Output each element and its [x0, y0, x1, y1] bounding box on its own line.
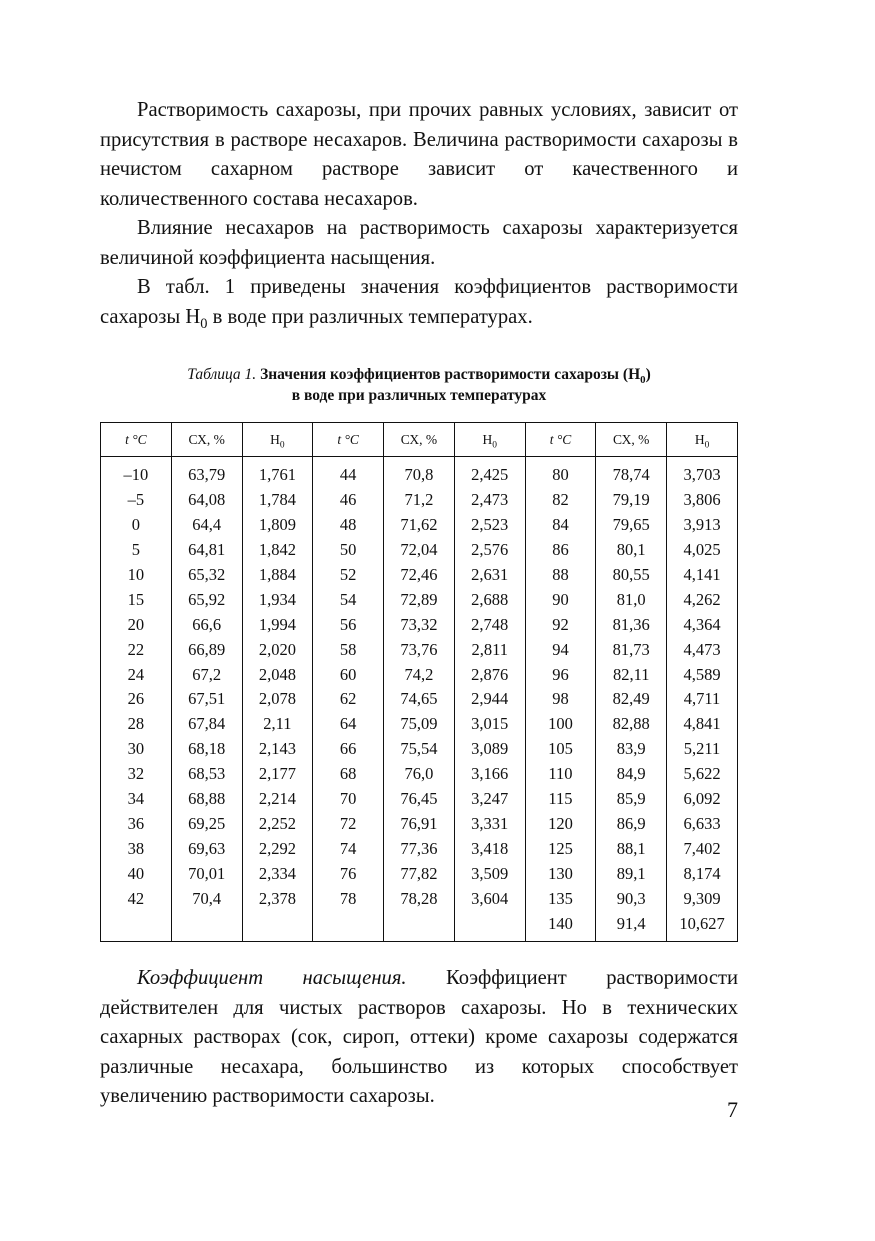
table-cell-t: 64: [313, 712, 384, 737]
table-row: [101, 538, 738, 563]
table-cell-t: 38: [101, 836, 172, 861]
table-cell-h: 3,166: [454, 762, 525, 787]
table-cell-cx: 67,51: [171, 687, 242, 712]
table-cell-h: 2,631: [454, 563, 525, 588]
table-cell-t: 36: [101, 811, 172, 836]
table-cell-h: 3,089: [454, 737, 525, 762]
table-cell-cx: 77,82: [384, 861, 455, 886]
table-cell-t: 66: [313, 737, 384, 762]
table-cell-cx: 73,32: [384, 612, 455, 637]
table-row: [101, 662, 738, 687]
table-cell-h: 1,761: [242, 457, 313, 488]
table-cell-t: 15: [101, 587, 172, 612]
table-cell-h: 2,143: [242, 737, 313, 762]
table-cell-cx: 82,49: [596, 687, 667, 712]
table-cell-t: 86: [525, 538, 596, 563]
table-cell-h: 2,876: [454, 662, 525, 687]
table-cell-cx: 68,18: [171, 737, 242, 762]
solubility-table: [100, 422, 738, 942]
table-cell-h: 3,331: [454, 811, 525, 836]
table-cell-h: 2,292: [242, 836, 313, 861]
table-cell-cx: 79,65: [596, 513, 667, 538]
table-cell-t: 90: [525, 587, 596, 612]
table-cell-t: 84: [525, 513, 596, 538]
table-cell-t: 42: [101, 886, 172, 911]
table-cell-h: 8,174: [667, 861, 738, 886]
table-cell-t: 70: [313, 787, 384, 812]
table-cell-h: 2,020: [242, 637, 313, 662]
table-cell-t: 76: [313, 861, 384, 886]
table-cell-cx: 70,01: [171, 861, 242, 886]
table-cell-h: 2,078: [242, 687, 313, 712]
paragraph-1: Растворимость сахарозы, при прочих равных условиях, зависит от присутствия в растворе несахаров. Величина растворимости сахарозы в нечистом сахарном растворе зависит от качественного и количественного состава несахаров.: [100, 99, 738, 210]
table-label: Таблица 1.: [187, 366, 257, 383]
table-cell-h: 3,509: [454, 861, 525, 886]
table-cell-h: 2,252: [242, 811, 313, 836]
table-cell-h: 2,811: [454, 637, 525, 662]
table-row: [101, 762, 738, 787]
header-cx: СХ, %: [384, 423, 455, 457]
table-cell-t: 30: [101, 737, 172, 762]
table-cell-cx: 63,79: [171, 457, 242, 488]
table-cell-cx: 67,84: [171, 712, 242, 737]
table-cell-h: 2,378: [242, 886, 313, 911]
table-cell-h: 1,784: [242, 488, 313, 513]
table-cell-h: 9,309: [667, 886, 738, 911]
table-cell-cx: 70,4: [171, 886, 242, 911]
table-cell-t: 72: [313, 811, 384, 836]
table-cell-h: 4,262: [667, 587, 738, 612]
table-title-line2: в воде при различных температурах: [291, 387, 547, 404]
table-cell-t: 78: [313, 886, 384, 911]
header-temperature: t °C: [313, 423, 384, 457]
header-h0: $Н_0$: [667, 423, 738, 457]
table-cell-h: 4,025: [667, 538, 738, 563]
table-cell-h: 6,092: [667, 787, 738, 812]
table-cell-cx: 68,88: [171, 787, 242, 812]
subscript: 0: [200, 315, 208, 332]
table-cell-h: 3,913: [667, 513, 738, 538]
table-cell-t: 96: [525, 662, 596, 687]
table-cell-h: 1,994: [242, 612, 313, 637]
table-cell-h: 2,576: [454, 538, 525, 563]
table-cell-t: [101, 911, 172, 942]
table-cell-cx: 65,32: [171, 563, 242, 588]
table-cell-t: 110: [525, 762, 596, 787]
table-row: [101, 488, 738, 513]
table-cell-t: 0: [101, 513, 172, 538]
table-cell-cx: 69,63: [171, 836, 242, 861]
table-cell-cx: 76,91: [384, 811, 455, 836]
table-cell-t: 105: [525, 737, 596, 762]
header-temperature: t °C: [101, 423, 172, 457]
table-cell-cx: 83,9: [596, 737, 667, 762]
header-h0: $Н_0$: [454, 423, 525, 457]
table-cell-h: 2,334: [242, 861, 313, 886]
table-cell-t: 74: [313, 836, 384, 861]
table-cell-h: 2,214: [242, 787, 313, 812]
header-h0: $Н_0$: [242, 423, 313, 457]
table-cell-t: 58: [313, 637, 384, 662]
table-cell-h: [242, 911, 313, 942]
table-row: [101, 811, 738, 836]
table-cell-cx: 75,54: [384, 737, 455, 762]
table-cell-cx: 85,9: [596, 787, 667, 812]
table-cell-cx: 90,3: [596, 886, 667, 911]
table-cell-h: 10,627: [667, 911, 738, 942]
table-cell-cx: 64,08: [171, 488, 242, 513]
table-cell-t: 94: [525, 637, 596, 662]
table-cell-cx: 72,46: [384, 563, 455, 588]
table-cell-h: 7,402: [667, 836, 738, 861]
header-cx: СХ, %: [171, 423, 242, 457]
paragraph-4-text: Коэффициент растворимости действителен для чистых растворов сахарозы. Но в технических сахарных растворах (сок, сироп, оттеки) кроме сахарозы содержатся различные несахара, большинство из которых способствует увеличению растворимости сахарозы.: [100, 967, 738, 1108]
paragraph-3-text-end: в воде при различных температурах.: [207, 305, 533, 328]
table-cell-cx: 78,28: [384, 886, 455, 911]
table-cell-h: 2,177: [242, 762, 313, 787]
table-cell-h: 2,425: [454, 457, 525, 488]
table-cell-t: [313, 911, 384, 942]
table-cell-t: 54: [313, 587, 384, 612]
table-cell-cx: 82,88: [596, 712, 667, 737]
table-cell-cx: 81,73: [596, 637, 667, 662]
table-cell-h: 6,633: [667, 811, 738, 836]
paragraph-4: [100, 964, 738, 1112]
table-cell-cx: 65,92: [171, 587, 242, 612]
table-cell-t: 115: [525, 787, 596, 812]
table-row: [101, 687, 738, 712]
table-cell-t: 10: [101, 563, 172, 588]
table-row: [101, 563, 738, 588]
table-cell-h: 2,048: [242, 662, 313, 687]
table-cell-cx: 70,8: [384, 457, 455, 488]
table-cell-t: 92: [525, 612, 596, 637]
table-cell-t: 80: [525, 457, 596, 488]
table-cell-h: 4,364: [667, 612, 738, 637]
table-cell-h: 3,604: [454, 886, 525, 911]
page-content: [100, 96, 738, 1112]
table-cell-cx: 76,0: [384, 762, 455, 787]
table-cell-t: 34: [101, 787, 172, 812]
table-cell-cx: 84,9: [596, 762, 667, 787]
table-cell-cx: 74,65: [384, 687, 455, 712]
table-cell-h: 4,841: [667, 712, 738, 737]
paragraph-3-text: В табл. 1 приведены значения коэффициентов растворимости сахарозы Н: [100, 276, 738, 328]
table-title: Значения коэффициентов растворимости сахарозы $(Н_0)$: [260, 366, 651, 386]
table-cell-t: 50: [313, 538, 384, 563]
table-cell-cx: [171, 911, 242, 942]
table-cell-cx: 82,11: [596, 662, 667, 687]
table-cell-h: 4,141: [667, 563, 738, 588]
table-cell-cx: 78,74: [596, 457, 667, 488]
table-row: [101, 836, 738, 861]
table-cell-cx: [384, 911, 455, 942]
table-cell-h: 3,703: [667, 457, 738, 488]
table-cell-cx: 64,4: [171, 513, 242, 538]
table-cell-h: 4,473: [667, 637, 738, 662]
table-cell-cx: 66,89: [171, 637, 242, 662]
table-cell-h: 2,688: [454, 587, 525, 612]
table-cell-cx: 79,19: [596, 488, 667, 513]
table-cell-h: 2,473: [454, 488, 525, 513]
table-cell-t: 22: [101, 637, 172, 662]
paragraph-2: Влияние несахаров на растворимость сахарозы характеризуется величиной коэффициента насыщения.: [100, 217, 738, 269]
table-row: [101, 637, 738, 662]
table-cell-h: 1,809: [242, 513, 313, 538]
term-saturation-coefficient: Коэффициент насыщения.: [137, 967, 407, 990]
table-cell-cx: 74,2: [384, 662, 455, 687]
table-cell-h: 1,884: [242, 563, 313, 588]
table-cell-h: 4,589: [667, 662, 738, 687]
table-cell-t: 52: [313, 563, 384, 588]
table-cell-h: 2,748: [454, 612, 525, 637]
table-cell-cx: 91,4: [596, 911, 667, 942]
table-cell-cx: 81,0: [596, 587, 667, 612]
table-cell-cx: 80,1: [596, 538, 667, 563]
table-cell-t: 88: [525, 563, 596, 588]
table-cell-h: 2,944: [454, 687, 525, 712]
table-cell-t: 140: [525, 911, 596, 942]
table-cell-t: 125: [525, 836, 596, 861]
table-cell-cx: 72,04: [384, 538, 455, 563]
table-cell-t: 60: [313, 662, 384, 687]
table-row: [101, 587, 738, 612]
table-cell-t: 20: [101, 612, 172, 637]
table-cell-t: 135: [525, 886, 596, 911]
table-cell-t: 68: [313, 762, 384, 787]
table-row: [101, 612, 738, 637]
table-cell-cx: 73,76: [384, 637, 455, 662]
table-cell-t: 26: [101, 687, 172, 712]
table-cell-t: 98: [525, 687, 596, 712]
table-cell-cx: 89,1: [596, 861, 667, 886]
table-cell-h: 2,523: [454, 513, 525, 538]
table-cell-cx: 67,2: [171, 662, 242, 687]
table-row: [101, 457, 738, 488]
table-cell-cx: 69,25: [171, 811, 242, 836]
table-cell-t: 24: [101, 662, 172, 687]
table-row: [101, 886, 738, 911]
table-cell-t: 44: [313, 457, 384, 488]
table-row: [101, 737, 738, 762]
table-row: [101, 861, 738, 886]
table-cell-cx: 77,36: [384, 836, 455, 861]
table-cell-h: 2,11: [242, 712, 313, 737]
table-cell-t: 5: [101, 538, 172, 563]
table-cell-cx: 72,89: [384, 587, 455, 612]
table-cell-t: 100: [525, 712, 596, 737]
table-cell-t: –10: [101, 457, 172, 488]
table-cell-t: 46: [313, 488, 384, 513]
table-cell-h: 3,806: [667, 488, 738, 513]
table-cell-h: 5,622: [667, 762, 738, 787]
table-header-row: [101, 423, 738, 457]
table-cell-t: 82: [525, 488, 596, 513]
table-cell-cx: 66,6: [171, 612, 242, 637]
table-cell-h: [454, 911, 525, 942]
table-cell-t: 120: [525, 811, 596, 836]
header-cx: СХ, %: [596, 423, 667, 457]
table-cell-h: 3,015: [454, 712, 525, 737]
table-cell-h: 5,211: [667, 737, 738, 762]
table-body: [101, 457, 738, 942]
table-cell-h: 1,842: [242, 538, 313, 563]
table-row: [101, 911, 738, 942]
table-cell-cx: 71,2: [384, 488, 455, 513]
table-cell-t: 40: [101, 861, 172, 886]
table-cell-cx: 86,9: [596, 811, 667, 836]
table-cell-cx: 76,45: [384, 787, 455, 812]
table-caption: [100, 364, 738, 406]
table-cell-h: 3,418: [454, 836, 525, 861]
table-cell-cx: 88,1: [596, 836, 667, 861]
table-cell-cx: 80,55: [596, 563, 667, 588]
table-row: [101, 787, 738, 812]
table-cell-t: –5: [101, 488, 172, 513]
table-cell-t: 62: [313, 687, 384, 712]
table-cell-h: 1,934: [242, 587, 313, 612]
table-cell-cx: 81,36: [596, 612, 667, 637]
table-cell-cx: 71,62: [384, 513, 455, 538]
table-cell-h: 4,711: [667, 687, 738, 712]
page-number: 7: [727, 1097, 738, 1122]
table-cell-t: 56: [313, 612, 384, 637]
paragraph-3: [100, 273, 738, 332]
header-temperature: t °C: [525, 423, 596, 457]
table-cell-h: 3,247: [454, 787, 525, 812]
table-cell-cx: 75,09: [384, 712, 455, 737]
table-cell-cx: 68,53: [171, 762, 242, 787]
table-row: [101, 513, 738, 538]
table-cell-t: 130: [525, 861, 596, 886]
table-row: [101, 712, 738, 737]
table-cell-cx: 64,81: [171, 538, 242, 563]
table-cell-t: 28: [101, 712, 172, 737]
table-cell-t: 32: [101, 762, 172, 787]
table-cell-t: 48: [313, 513, 384, 538]
